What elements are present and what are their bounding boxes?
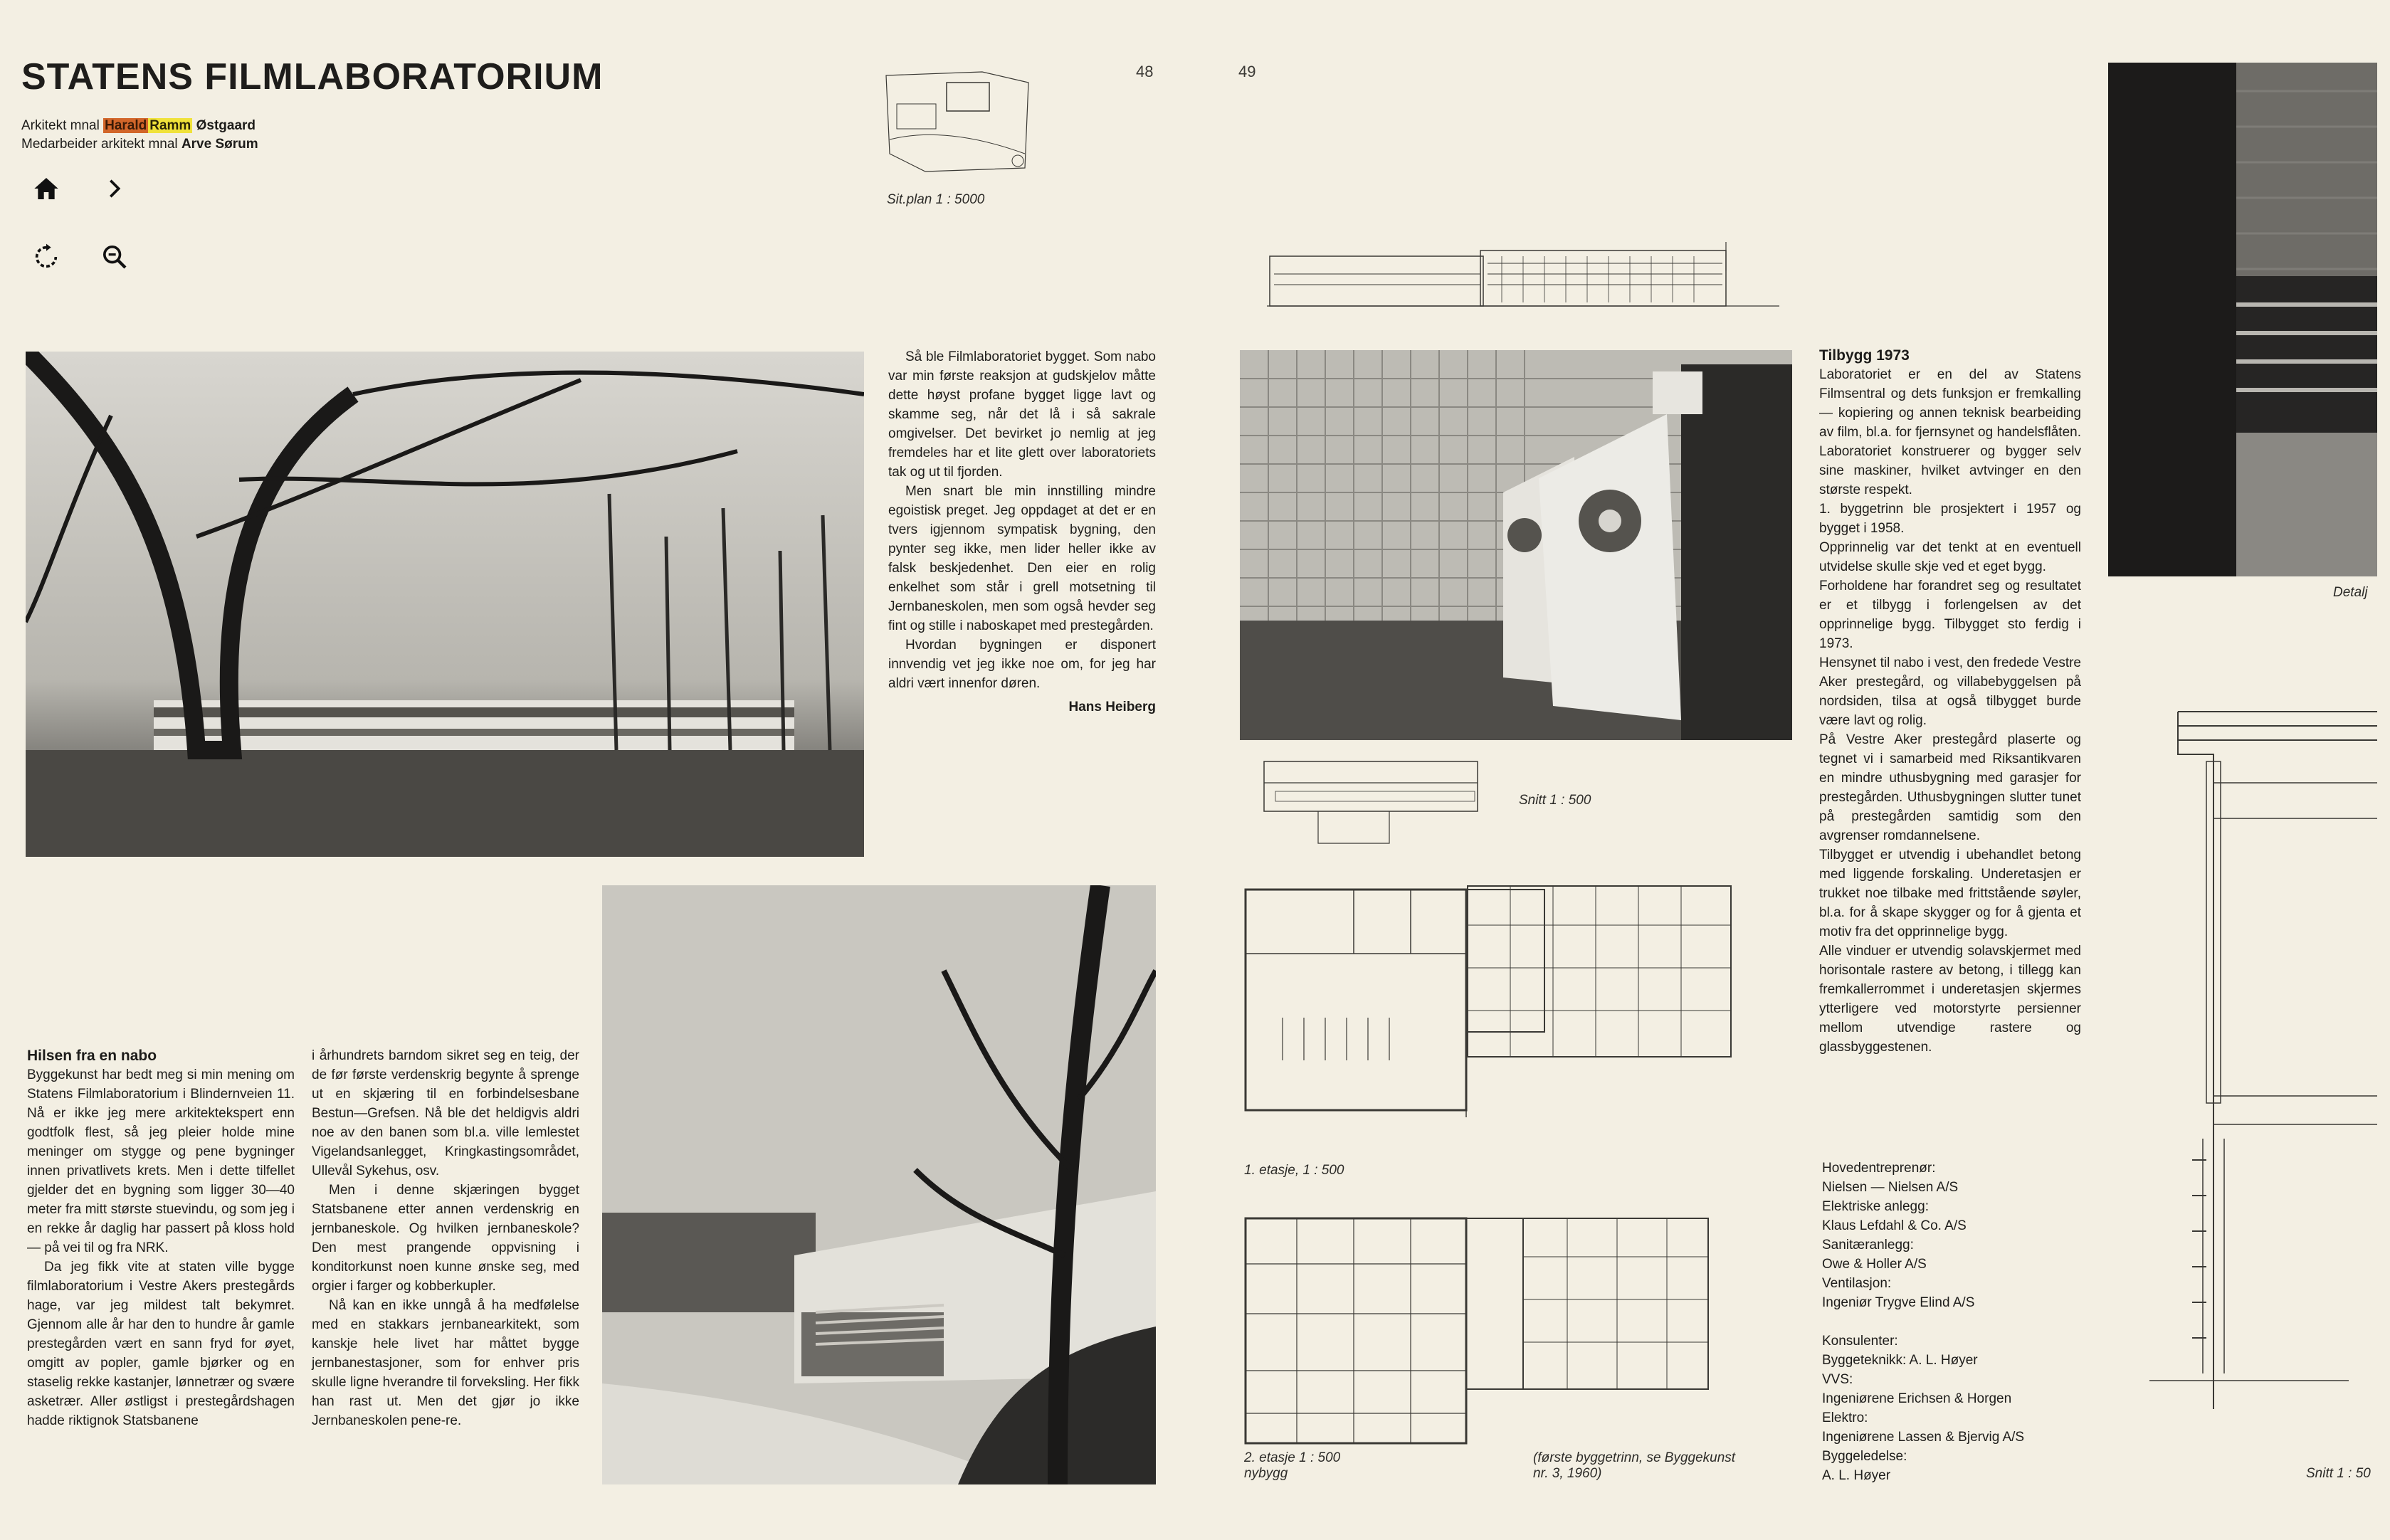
contractor-line: Ventilasjon: — [1822, 1276, 1892, 1291]
tilbygg-paragraph: Hensynet til nabo i vest, den fredede Vestre Aker prestegård, og villabebyggelsen på nordsiden, tilsa at også tilbygget burde være lavt og rolig. — [1819, 655, 2081, 728]
page-number-left: 48 — [1136, 63, 1154, 80]
section-drawing — [1261, 754, 1489, 847]
photo-facade-detail — [2108, 63, 2377, 576]
nabo-paragraph: Men i denne skjæringen bygget Statsbanene etter annen verdenskrig en jernbaneskole. Og hvilken jernbaneskole? Den mest prangende oppvisning i konditorkunst noen kunne ønske seg, med orgier i farger og kobberkupler. — [312, 1183, 579, 1294]
contractor-line: VVS: — [1822, 1372, 1853, 1387]
contractor-list — [1822, 1159, 2084, 1485]
contractor-line — [1822, 1312, 2084, 1331]
tilbygg-paragraph: Opprinnelig var det tenkt at en eventuell utvidelse skulle skje ved et eget bygg. — [1819, 540, 2081, 574]
nabo-paragraph: Da jeg fikk vite at staten ville bygge filmlaboratorium i Vestre Akers prestegårds hage, var jeg mildest talt bekymret. Gjennom alle år har den to hundre år gamle prestegården vært en sann fryd for øyet, omgitt av popler, gamle bjørker og en staselig rekke kastanjer, lønnetrær og svære asketrær. Aller østligst i prestegårdshagen hadde riktignok Statsbanene — [27, 1260, 295, 1428]
nabo-paragraph: Hvordan bygningen er disponert innvendig vet jeg ikke noe om, for jeg har aldri vært innenfor døren. — [888, 638, 1156, 691]
architect-last-name: Østgaard — [196, 118, 256, 133]
detail-caption: Detalj — [2333, 585, 2368, 600]
page-title: STATENS FILMLABORATORIUM — [21, 56, 604, 97]
zoom-out-icon — [100, 243, 129, 271]
nabo-paragraph: Så ble Filmlaboratoriet bygget. Som nabo var min første reaksjon at gudskjelov måtte dette høyst profane bygget ligge lavt og skamme seg, når det lå i så sakrale omgivelser. Det bevirket jo nemlig at jeg fremdeles har et lite glett over laboratoriets tak og ut til fjorden. — [888, 349, 1156, 480]
contractor-line: Owe & Holler A/S — [1822, 1257, 1927, 1272]
elevation-drawing — [1267, 235, 1779, 320]
contractor-line: Konsulenter: — [1822, 1334, 1898, 1349]
first-stage-caption-line1: (første byggetrinn, se Byggekunst — [1533, 1450, 1736, 1465]
contractor-line: Nielsen — Nielsen A/S — [1822, 1180, 1959, 1195]
photo-building-courtyard — [602, 885, 1156, 1484]
nabo-paragraph: Men snart ble min innstilling mindre egoistisk preget. Jeg oppdaget at det er en tvers igjennom sympatisk bygning, den pynter seg ikke, men lider heller ikke av falsk beskjedenhet. Den eier en rolig enkelhet som står i grell motsetning til Jernbaneskolen, men som også hevder seg fint og stille i naboskapet med prestegården. — [888, 484, 1156, 633]
contractor-line: Byggeteknikk: A. L. Høyer — [1822, 1353, 1978, 1368]
interior-photo-image — [1240, 350, 1792, 740]
architect-prefix: Arkitekt mnal — [21, 118, 100, 133]
tilbygg-paragraph: Laboratoriet er en del av Statens Filmsentral og dets funksjon er fremkalling — kopiering og annen teknisk bearbeiding av film, bl.a. for fjernsynet og handelsflåten. Laboratoriet konstruerer og bygger selv sine maskiner, hvilket avtvinger en den største respekt. — [1819, 367, 2081, 497]
next-page-button[interactable] — [94, 168, 135, 209]
home-button[interactable] — [26, 168, 67, 209]
wall-section-drawing — [2135, 697, 2377, 1409]
architect-middle-name[interactable]: Ramm — [149, 118, 191, 133]
first-stage-caption-line2: nr. 3, 1960) — [1533, 1466, 1602, 1481]
floor-plan-1-caption: 1. etasje, 1 : 500 — [1244, 1163, 1344, 1178]
wall-section-caption: Snitt 1 : 50 — [2306, 1466, 2371, 1481]
architect-line — [21, 117, 258, 135]
floor-plan-2-caption-line2: nybygg — [1244, 1466, 1288, 1481]
first-stage-caption — [1533, 1450, 1735, 1482]
section-caption: Snitt 1 : 500 — [1519, 793, 1591, 808]
site-plan-caption: Sit.plan 1 : 5000 — [887, 192, 985, 207]
chevron-right-icon — [102, 176, 127, 201]
floor-plan-2-caption-line1: 2. etasje 1 : 500 — [1244, 1450, 1341, 1465]
contractor-line: Klaus Lefdahl & Co. A/S — [1822, 1218, 1967, 1233]
nabo-signature: Hans Heiberg — [1068, 700, 1156, 714]
home-icon — [32, 174, 60, 203]
contractor-line: Elektro: — [1822, 1410, 1868, 1425]
tilbygg-paragraph: 1. byggetrinn ble prosjektert i 1957 og bygget i 1958. — [1819, 502, 2081, 536]
tilbygg-article — [1819, 346, 2081, 1057]
nabo-paragraph: i århundrets barndom sikret seg en teig, der de før første verdenskrig begynte å sprenge ut en skjæring til en forbindelsesbane Bestun—Grefsen. Nå ble det heldigvis aldri noe av den banen som bl.a. ville lemlestet Vigelandsanlegget, Kringkastingsområdet, Ullevål Sykehus, osv. — [312, 1048, 579, 1178]
site-plan-drawing — [883, 68, 1032, 175]
courtyard-photo-image — [602, 885, 1156, 1484]
contractor-line: Sanitæranlegg: — [1822, 1238, 1914, 1252]
collaborator-line — [21, 135, 258, 154]
exterior-photo-image — [26, 352, 864, 857]
photo-building-exterior — [26, 352, 864, 857]
page-number-right: 49 — [1238, 63, 1256, 80]
collaborator-name: Arve Sørum — [181, 137, 258, 152]
tilbygg-paragraph: På Vestre Aker prestegård plaserte og tegnet vi i samarbeid med Riksantikvaren en mindre uthusbygning med garasjer for prestegården. Uthusbygningen slutter tunet på prestegården samtidig som den avgrenser romdannelsene. — [1819, 732, 2081, 843]
detail-photo-image — [2108, 63, 2377, 576]
collaborator-prefix: Medarbeider arkitekt mnal — [21, 137, 178, 152]
nabo-heading: Hilsen fra en nabo — [27, 1048, 157, 1064]
architect-credits — [21, 117, 258, 154]
architect-first-name[interactable]: Harald — [105, 118, 147, 133]
contractor-line: Ingeniørene Erichsen & Horgen — [1822, 1391, 2012, 1406]
floor-plan-2 — [1240, 1214, 1724, 1449]
floor-plan-1 — [1240, 882, 1738, 1117]
tilbygg-paragraph: Forholdene har forandret seg og resultatet er et tilbygg i forlengelsen av det opprinnelige bygg. Tilbygget sto ferdig i 1973. — [1819, 579, 2081, 651]
nabo-article-col1 — [27, 1046, 295, 1430]
tilbygg-paragraph: Tilbygget er utvendig i ubehandlet betong med liggende forskaling. Underetasjen er trukket noe tilbake med frittstående søyler, bl.a. for å skape skygger og for å gjenta et motiv fra det opprinnelige bygg. — [1819, 848, 2081, 939]
rotate-icon — [32, 243, 60, 271]
tilbygg-paragraph: Alle vinduer er utvendig solavskjermet med horisontale rastere av betong, i tillegg kan fremkallerrommet i underetasjen skjermes ytterligere ved motorstyrte persienner mellom utvendige rastere og glassbyggestenen. — [1819, 944, 2081, 1055]
rotate-button[interactable] — [26, 236, 67, 278]
photo-interior-lab — [1240, 350, 1792, 740]
tilbygg-heading: Tilbygg 1973 — [1819, 347, 1910, 364]
nabo-paragraph: Nå kan en ikke unngå å ha medfølelse med en stakkars jernbanearkitekt, som kanskje hele livet har måttet bygge jernbanestasjoner, som for enhver pris skulle ligne hverandre til forveksling. Her fikk han rast ut. Men det gjør jo ikke Jernbaneskolen pene-re. — [312, 1298, 579, 1428]
contractor-line: Ingeniør Trygve Elind A/S — [1822, 1295, 1975, 1310]
nabo-paragraph: Byggekunst har bedt meg si min mening om Statens Filmlaboratorium i Blindernveien 11. Nå er ikke jeg mere arkitektekspert enn godtfolk flest, så jeg pleier holde mine meninger om stygge og pene bygninger innen privatlivets krets. Men i dette tilfellet gjelder det en bygning som ligger 30—40 meter fra mitt største stuevindu, og som jeg i en rekke år daglig har passert på kloss hold — på vei til og fra NRK. — [27, 1067, 295, 1255]
contractor-line: Byggeledelse: — [1822, 1449, 1907, 1464]
zoom-out-button[interactable] — [94, 236, 135, 278]
nabo-article-col2 — [312, 1046, 579, 1430]
contractor-line: A. L. Høyer — [1822, 1468, 1891, 1483]
contractor-line: Hovedentreprenør: — [1822, 1161, 1936, 1176]
contractor-line: Elektriske anlegg: — [1822, 1199, 1929, 1214]
floor-plan-2-caption — [1244, 1450, 1340, 1482]
contractor-line: Ingeniørene Lassen & Bjervig A/S — [1822, 1430, 2025, 1445]
nabo-article-col3 — [888, 347, 1156, 717]
